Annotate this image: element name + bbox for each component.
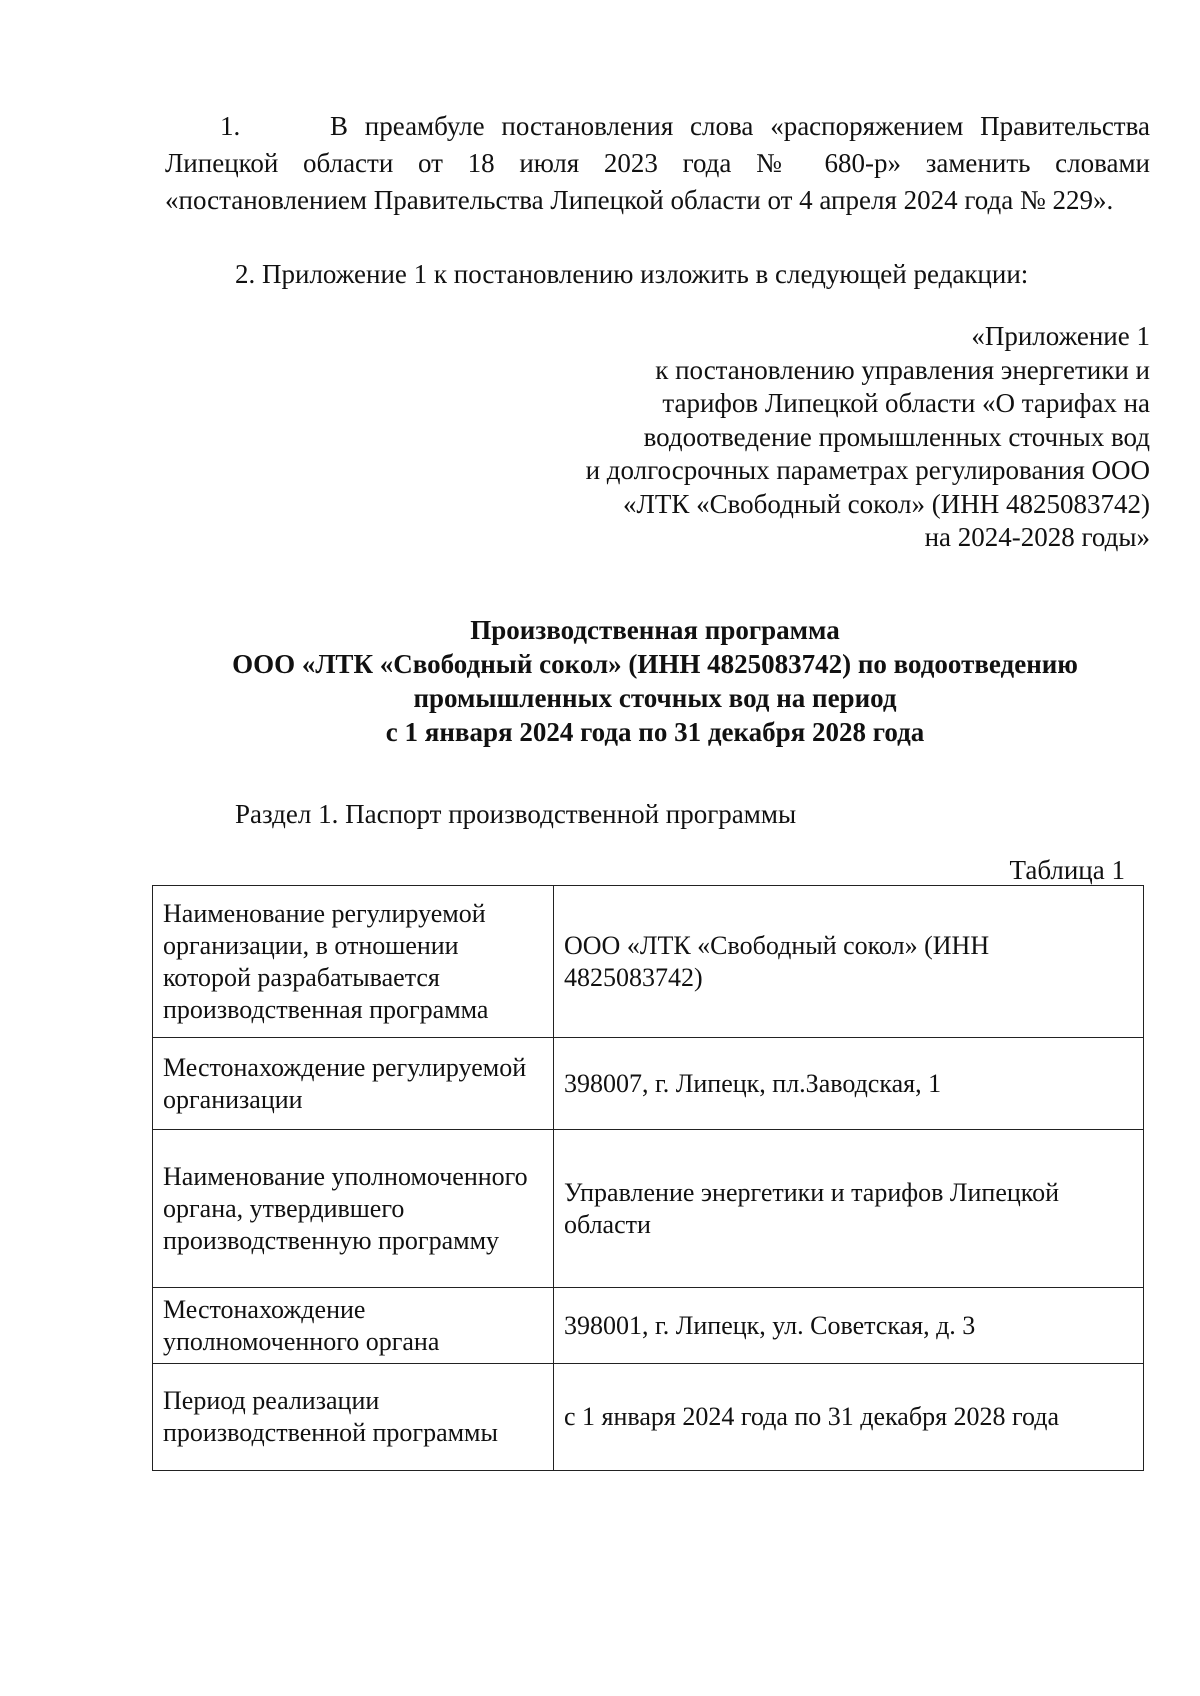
- table-cell-label: Наименование уполномоченного органа, утвердившего производственную программу: [153, 1130, 554, 1288]
- title-line: с 1 января 2024 года по 31 декабря 2028 года: [385, 717, 925, 747]
- table-row: [153, 1130, 1144, 1288]
- section-heading: Раздел 1. Паспорт производственной программы: [235, 799, 797, 829]
- table-row: [153, 1364, 1144, 1471]
- title-line: Производственная программа: [470, 615, 840, 645]
- appendix-line: тарифов Липецкой области «О тарифах на: [662, 388, 1150, 418]
- title-line: ООО «ЛТК «Свободный сокол» (ИНН 4825083742) по водоотведению: [232, 649, 1078, 679]
- table-number: Таблица 1: [1009, 855, 1125, 885]
- paragraph-1-number: 1.: [220, 111, 241, 141]
- table-cell-value: ООО «ЛТК «Свободный сокол» (ИНН 4825083742): [554, 886, 1144, 1038]
- table-cell-label: Наименование регулируемой организации, в отношении которой разрабатывается производственная программа: [153, 886, 554, 1038]
- appendix-line: «ЛТК «Свободный сокол» (ИНН 4825083742): [623, 488, 1150, 519]
- title-line: промышленных сточных вод на период: [413, 683, 897, 713]
- table-cell-value: 398007, г. Липецк, пл.Заводская, 1: [554, 1038, 1144, 1130]
- appendix-line: «Приложение 1: [971, 321, 1150, 351]
- table-cell-value: 398001, г. Липецк, ул. Советская, д. 3: [554, 1288, 1144, 1364]
- table-row: [153, 1038, 1144, 1130]
- paragraph-2: 2. Приложение 1 к постановлению изложить в следующей редакции:: [235, 259, 1029, 289]
- appendix-line: водоотведение промышленных сточных вод: [643, 421, 1150, 452]
- appendix-line: к постановлению управления энергетики и: [655, 354, 1150, 385]
- passport-table: [152, 885, 1144, 1471]
- table-cell-label: Период реализации производственной программы: [153, 1364, 554, 1471]
- appendix-line: и долгосрочных параметрах регулирования ООО: [585, 455, 1150, 485]
- appendix-reference: [450, 320, 1150, 555]
- table-cell-label: Местонахождение регулируемой организации: [153, 1038, 554, 1130]
- table-cell-label: Местонахождение уполномоченного органа: [153, 1288, 554, 1364]
- table-cell-value: с 1 января 2024 года по 31 декабря 2028 года: [554, 1364, 1144, 1471]
- paragraph-1-body: [165, 108, 1150, 219]
- table-row: [153, 886, 1144, 1038]
- table-cell-value: Управление энергетики и тарифов Липецкой области: [554, 1130, 1144, 1288]
- document-title: [150, 613, 1160, 749]
- paragraph-1-text: В преамбуле постановления слова «распоряжением Правительства Липецкой области от 18 июля 2023 года № 680-р» заменить словами «постановлением Правительства Липецкой области от 4 апреля 2024 года № 229».: [165, 111, 1150, 215]
- paragraph-1: [165, 108, 1150, 219]
- appendix-line: на 2024-2028 годы»: [924, 522, 1150, 552]
- table-row: [153, 1288, 1144, 1364]
